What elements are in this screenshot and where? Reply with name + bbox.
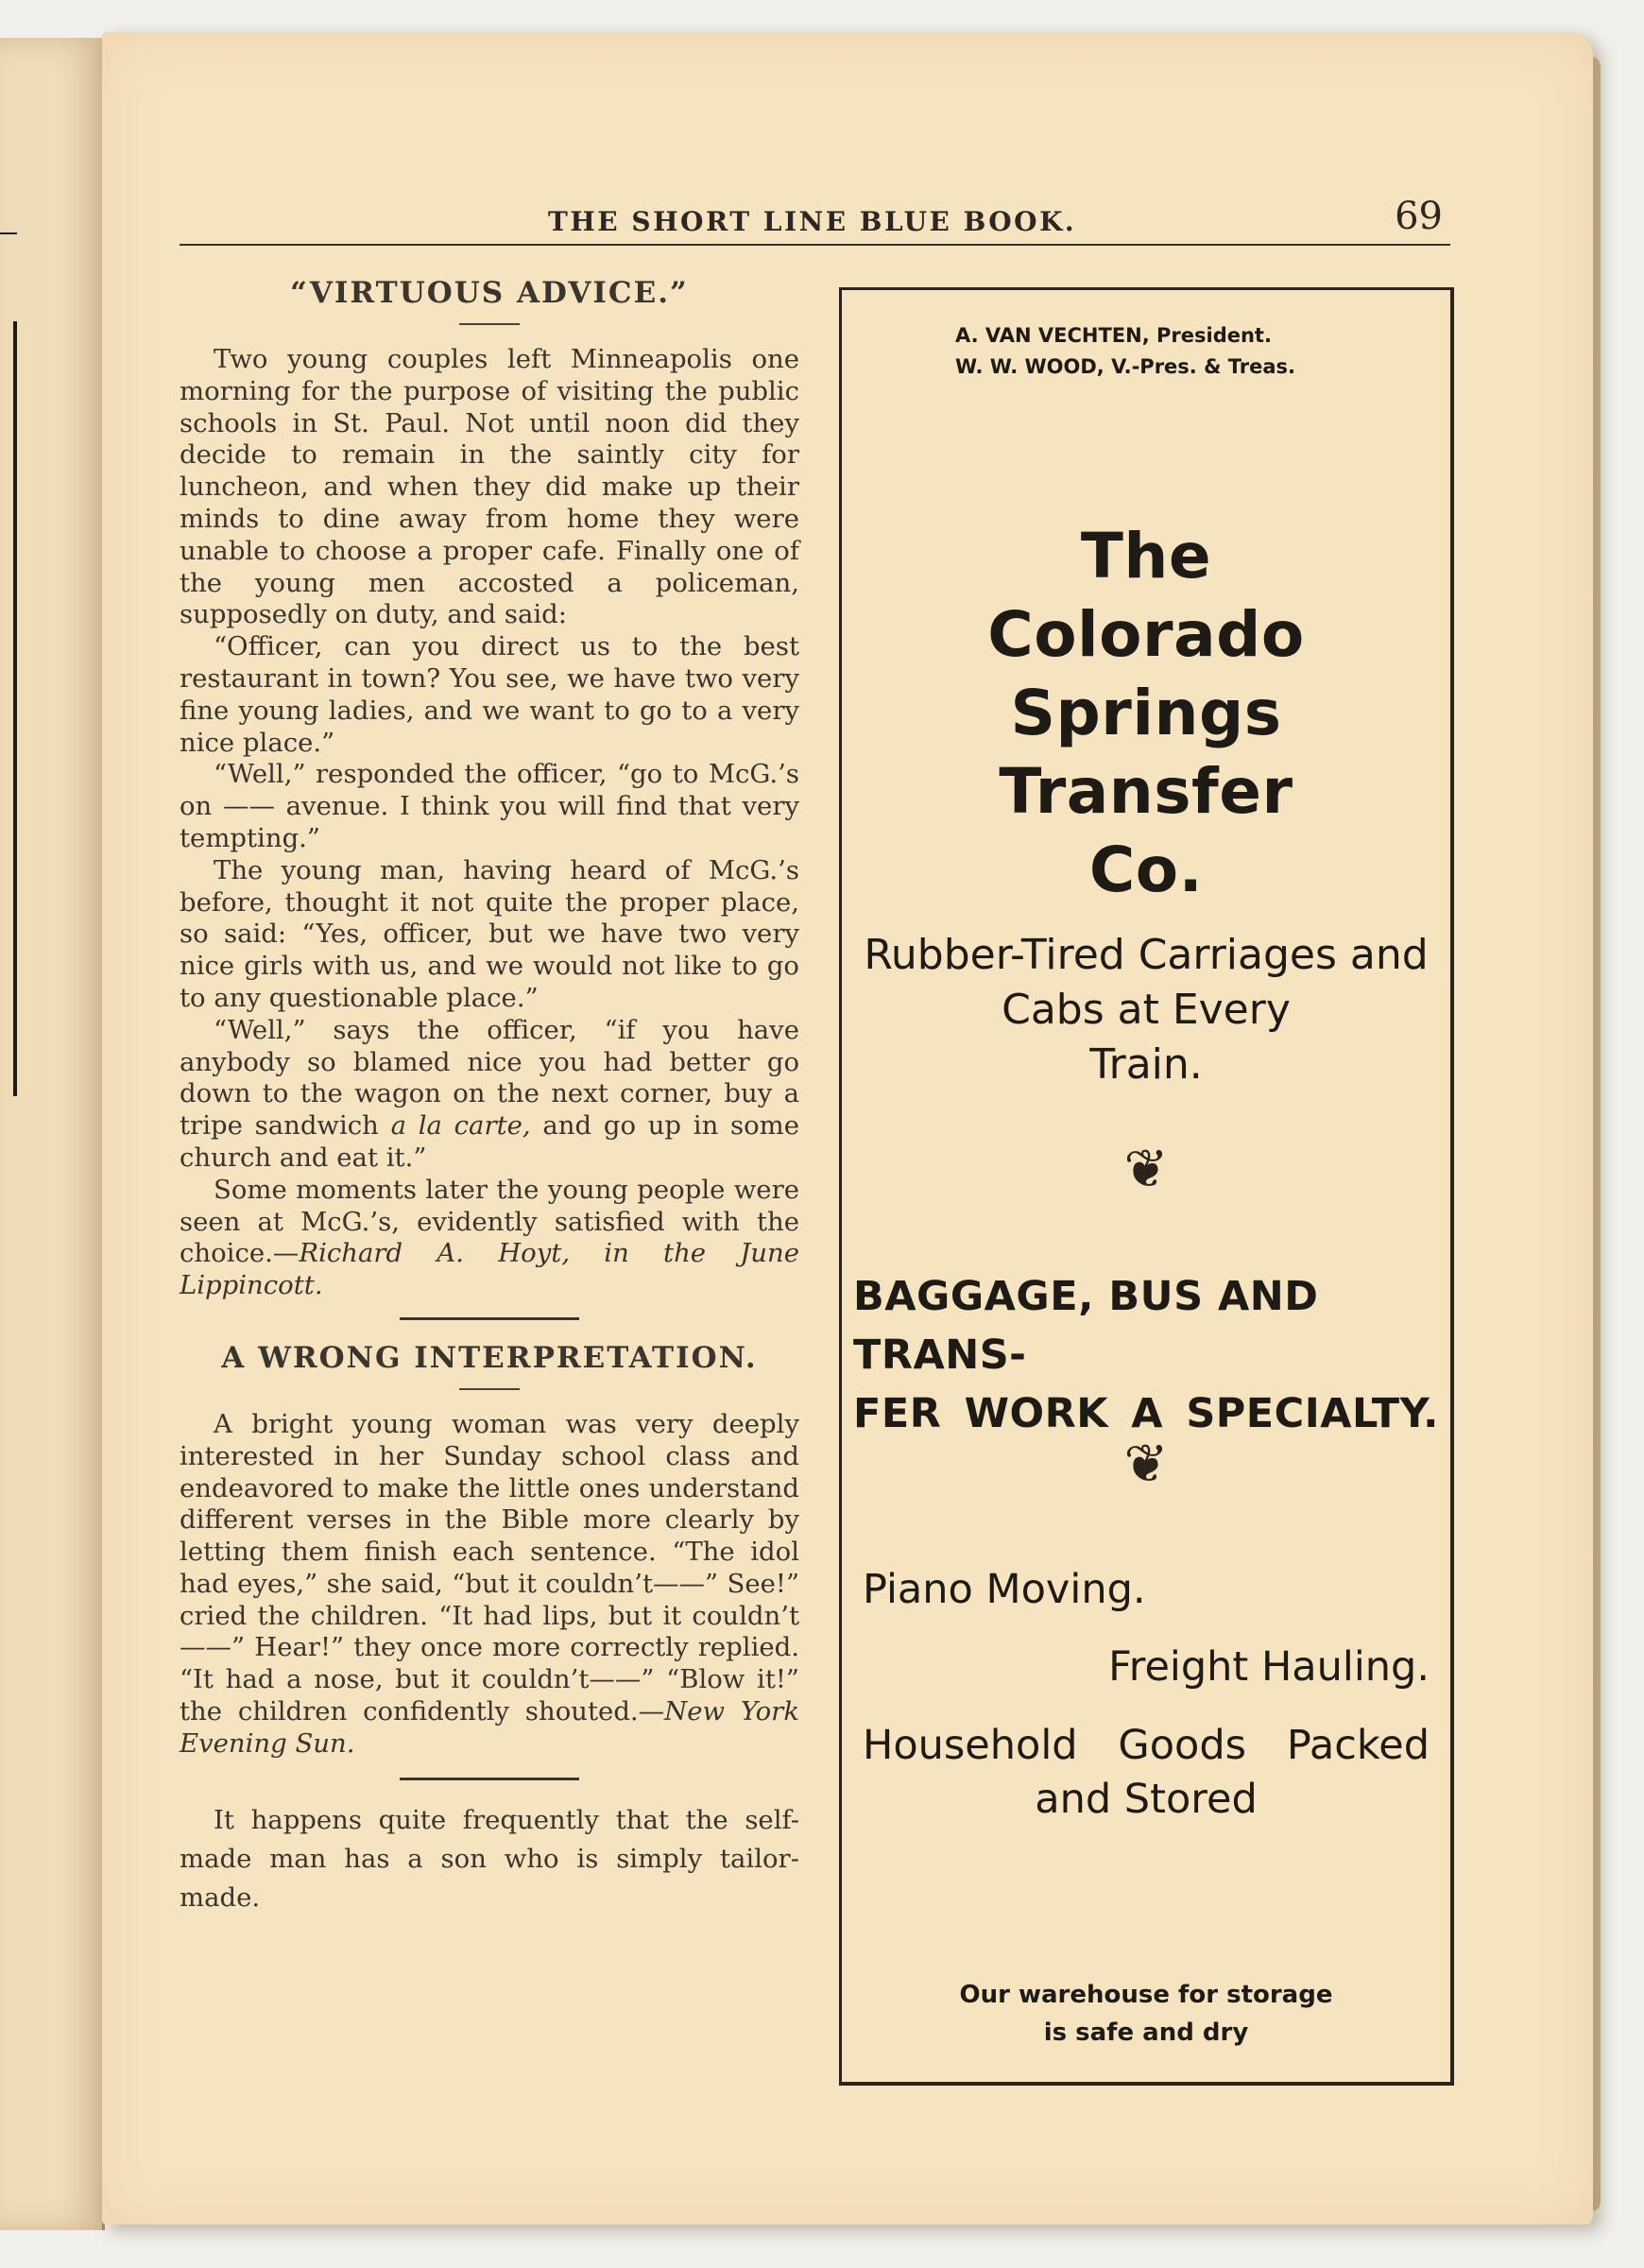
article-heading: A WRONG INTERPRETATION. [221,1340,758,1375]
paragraph: “Officer, can you direct us to the best restaurant in town? You see, we have two very fine young ladies, and we want to go to a very nice place.” [180,631,799,758]
service-item: Piano Moving. [863,1566,1146,1613]
president-line: A. VAN VECHTEN, President. [955,324,1272,347]
baggage-word: SPECIALTY. [1186,1390,1439,1437]
facing-page-edge [0,38,105,2230]
paragraph-text: “Well,” says the officer, “if you have anybody so blamed nice you had better go down to the wagon on the next corner, buy a tripe sandwich [180,1014,799,1142]
paragraph: “Well,” responded the officer, “go to McG.’s on —— avenue. I think you will find that very tempting.” [180,759,799,853]
heading-rule [459,1388,520,1390]
paragraph-text: A bright young woman was very deeply interested in her Sunday school class and endeavored to make the little ones understand different verses in the Bible more clearly by letting them finish each sentence. “The idol had eyes,” she said, “but it couldn’t——” See!” cried the children. “It had lips, but it couldn’t——” Hear!” they once more correctly replied. “It had a nose, but it couldn’t——” “Blow it!” the children confidently shouted.— [180,1408,799,1727]
section-divider [400,1778,579,1780]
warehouse-notice [842,1976,1450,2052]
baggage-line: BAGGAGE, BUS AND TRANS- [853,1273,1319,1379]
carriages-line: Rubber-Tired Carriages and [864,931,1429,979]
paragraph: Two young couples left Minneapolis one morning for the purpose of visiting the public schools in St. Paul. Not until noon did they decide to remain in the saintly city for luncheon, and when they did make up their minds to dine away from home they were unable to choose a proper cafe. Finally one of the young men accosted a policeman, supposedly on duty, and said: [180,344,799,630]
facing-page-border [0,321,17,1096]
page-number: 69 [1395,195,1443,238]
baggage-notice [853,1267,1439,1443]
company-officers [842,320,1450,383]
article-heading: “VIRTUOUS ADVICE.” [290,276,689,310]
article-tailor-made [180,1801,799,1917]
pointing-hand-icon: ❦ [1123,1139,1169,1200]
attribution: Richard A. Hoyt, in the June Lippincott. [180,1238,799,1301]
heading-rule [459,323,520,325]
section-divider [400,1317,579,1320]
paragraph [180,1175,799,1302]
company-name [842,517,1450,909]
paragraph [180,1409,799,1761]
warehouse-line: is safe and dry [1043,2019,1249,2047]
service-item: and Stored [1035,1776,1258,1823]
running-head [180,197,1450,246]
vice-president-line: W. W. WOOD, V.-Pres. & Treas. [955,355,1295,378]
warehouse-line: Our warehouse for storage [959,1981,1333,2009]
running-head-title: THE SHORT LINE BLUE BOOK. [548,206,1077,237]
facing-page-mark [0,232,17,234]
paragraph: The young man, having heard of McG.’s before, thought it not quite the proper place, so said: “Yes, officer, but we have two very nice girls with us, and we would not like to go to any questionable place.” [180,854,799,1013]
company-name-line: Co. [1088,833,1204,906]
paragraph [180,1015,799,1175]
baggage-word: A [1131,1390,1164,1437]
baggage-word: WORK [964,1390,1109,1437]
paragraph-text: Some moments later the young people were seen at McG.’s, evidently satisfied with the choice.— [180,1174,799,1269]
baggage-word: FER [853,1390,942,1437]
advertisement-box [839,287,1454,2086]
text-column [180,276,799,1917]
company-name-line: Transfer [999,755,1293,828]
carriages-notice [842,928,1450,1092]
article-wrong-interpretation [180,1341,799,1761]
company-name-line: The [1080,520,1212,593]
article-virtuous-advice [180,276,799,1302]
pointing-hand-icon: ❦ [1123,1434,1169,1495]
attribution: New York Evening Sun. [180,1696,799,1759]
carriages-line: Train. [1089,1040,1203,1089]
italic-phrase: a la carte, [390,1110,531,1142]
company-name-line: Colorado Springs [987,598,1305,749]
service-item: Freight Hauling. [1108,1643,1430,1691]
paragraph: It happens quite frequently that the self-made man has a son who is simply tailor-made. [180,1804,799,1913]
paragraph-text: and go up in some church and eat it.” [180,1110,800,1173]
carriages-line: Cabs at Every [1002,986,1291,1034]
service-item: Household Goods Packed [863,1722,1430,1769]
